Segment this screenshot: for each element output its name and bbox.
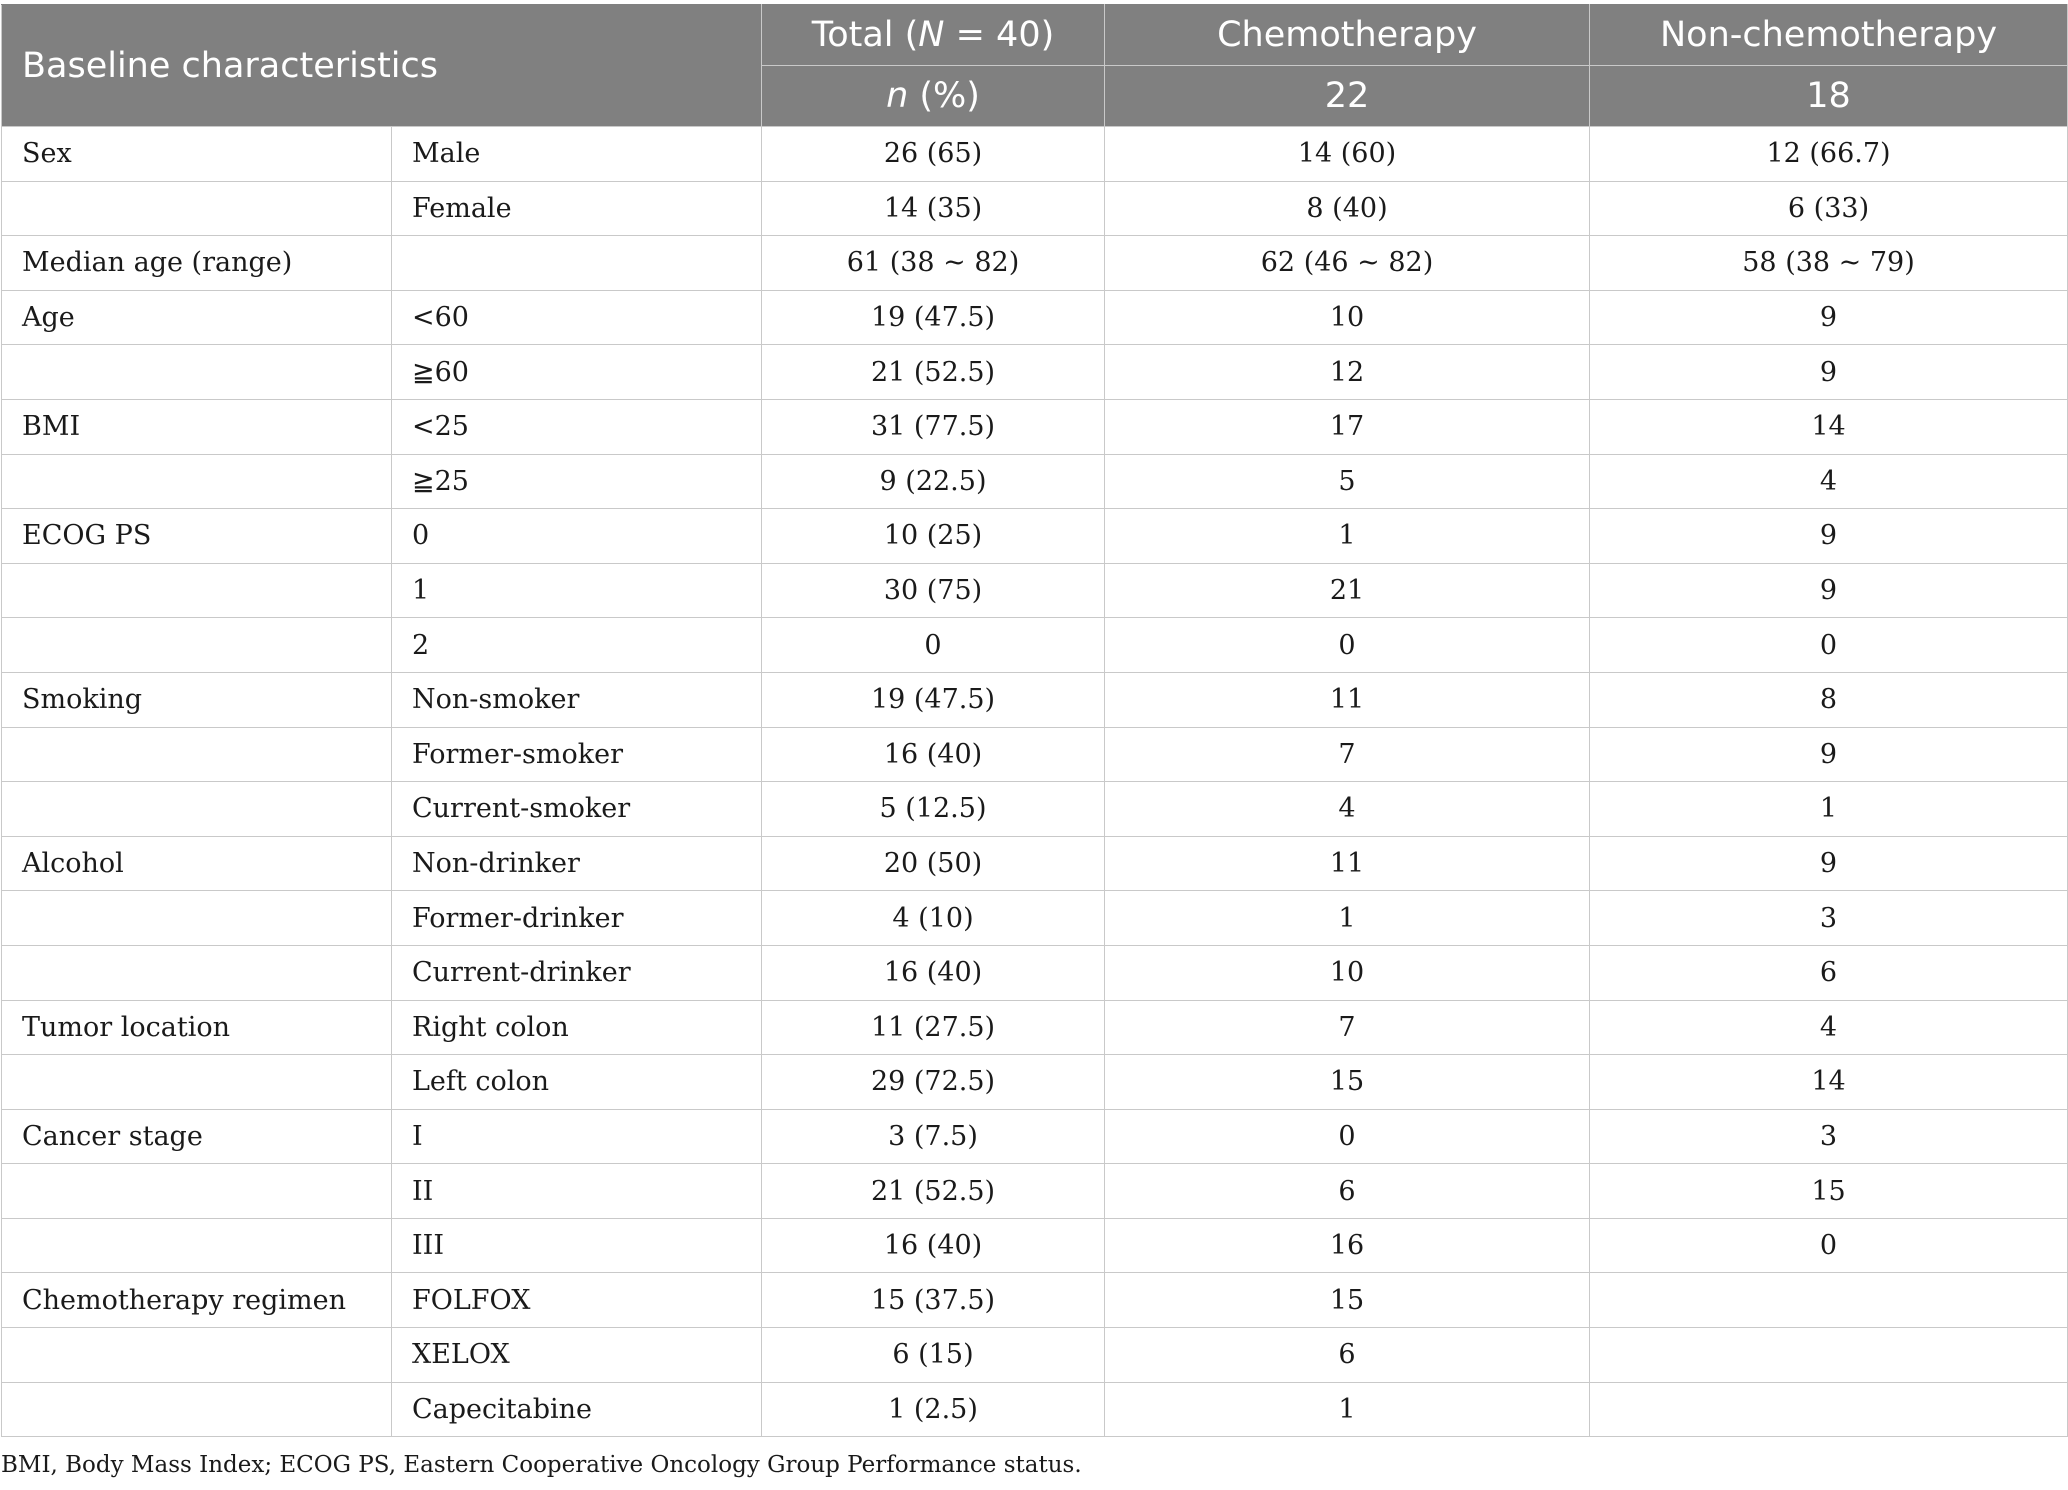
chemotherapy-cell: 7 [1105,727,1590,782]
chemotherapy-cell: 1 [1105,509,1590,564]
total-cell: 5 (12.5) [762,782,1105,837]
header-row-1 [2,5,2068,66]
category-cell [2,345,392,400]
subcategory-cell: XELOX [392,1328,762,1383]
total-cell: 20 (50) [762,836,1105,891]
total-cell: 21 (52.5) [762,345,1105,400]
table-row [2,891,2068,946]
total-cell: 10 (25) [762,509,1105,564]
chemotherapy-cell: 6 [1105,1328,1590,1383]
baseline-characteristics-header: Baseline characteristics [2,5,762,127]
non-chemotherapy-cell: 9 [1590,563,2068,618]
subcategory-cell: FOLFOX [392,1273,762,1328]
non-chemotherapy-cell: 4 [1590,454,2068,509]
total-cell: 29 (72.5) [762,1055,1105,1110]
table-row [2,945,2068,1000]
table-row [2,1218,2068,1273]
category-cell [2,891,392,946]
total-cell: 61 (38 ~ 82) [762,236,1105,291]
chemotherapy-cell: 6 [1105,1164,1590,1219]
chemotherapy-cell: 0 [1105,1109,1590,1164]
category-cell [2,1164,392,1219]
table-row [2,836,2068,891]
chemotherapy-cell: 4 [1105,782,1590,837]
category-cell [2,782,392,837]
subcategory-cell: Female [392,181,762,236]
table-row [2,1382,2068,1437]
total-cell: 16 (40) [762,727,1105,782]
table-row [2,454,2068,509]
total-cell: 16 (40) [762,1218,1105,1273]
total-cell: 16 (40) [762,945,1105,1000]
category-cell [2,618,392,673]
table-row [2,1328,2068,1383]
chemotherapy-cell: 15 [1105,1273,1590,1328]
chemotherapy-cell: 62 (46 ~ 82) [1105,236,1590,291]
baseline-characteristics-table [1,4,2068,1437]
category-cell [2,1328,392,1383]
table-row [2,1109,2068,1164]
category-cell [2,563,392,618]
category-cell: Sex [2,127,392,182]
non-chemotherapy-cell: 6 [1590,945,2068,1000]
subcategory-cell: II [392,1164,762,1219]
non-chemotherapy-cell [1590,1273,2068,1328]
non-chemotherapy-cell [1590,1328,2068,1383]
table-row [2,236,2068,291]
non-chemotherapy-cell: 9 [1590,290,2068,345]
total-cell: 14 (35) [762,181,1105,236]
category-cell [2,945,392,1000]
chemotherapy-cell: 1 [1105,891,1590,946]
total-sub-n: n [886,76,909,116]
category-cell [2,1382,392,1437]
chemotherapy-cell: 8 (40) [1105,181,1590,236]
subcategory-cell: Non-smoker [392,672,762,727]
non-chemotherapy-cell: 1 [1590,782,2068,837]
total-label-pre: Total ( [811,15,919,55]
total-cell: 31 (77.5) [762,399,1105,454]
table-row [2,290,2068,345]
subcategory-cell [392,236,762,291]
table-header [2,5,2068,127]
category-cell: Alcohol [2,836,392,891]
chemotherapy-cell: 12 [1105,345,1590,400]
table-row [2,618,2068,673]
category-cell [2,181,392,236]
chemotherapy-cell: 10 [1105,290,1590,345]
table-row [2,782,2068,837]
category-cell [2,1218,392,1273]
non-chemotherapy-cell: 9 [1590,509,2068,564]
total-column-header [762,5,1105,66]
non-chemotherapy-cell: 9 [1590,836,2068,891]
chemotherapy-cell: 21 [1105,563,1590,618]
category-cell: Chemotherapy regimen [2,1273,392,1328]
subcategory-cell: 0 [392,509,762,564]
subcategory-cell: I [392,1109,762,1164]
table-footnote: BMI, Body Mass Index; ECOG PS, Eastern Cooperative Oncology Group Performance status. [1,1452,1082,1478]
chemotherapy-count-header: 22 [1105,66,1590,127]
non-chemotherapy-cell: 58 (38 ~ 79) [1590,236,2068,291]
total-cell: 3 (7.5) [762,1109,1105,1164]
total-cell: 1 (2.5) [762,1382,1105,1437]
category-cell: Smoking [2,672,392,727]
total-cell: 11 (27.5) [762,1000,1105,1055]
table-row [2,563,2068,618]
chemotherapy-cell: 11 [1105,672,1590,727]
total-label-n: N [918,15,945,55]
category-cell: Tumor location [2,1000,392,1055]
non-chemotherapy-cell: 6 (33) [1590,181,2068,236]
category-cell: Cancer stage [2,1109,392,1164]
subcategory-cell: III [392,1218,762,1273]
category-cell: Median age (range) [2,236,392,291]
category-cell [2,454,392,509]
table-row [2,1164,2068,1219]
total-cell: 15 (37.5) [762,1273,1105,1328]
non-chemotherapy-cell: 4 [1590,1000,2068,1055]
category-cell [2,727,392,782]
total-sub-pct: (%) [908,76,980,116]
chemotherapy-cell: 16 [1105,1218,1590,1273]
subcategory-cell: Right colon [392,1000,762,1055]
subcategory-cell: ≧25 [392,454,762,509]
chemotherapy-cell: 1 [1105,1382,1590,1437]
total-cell: 9 (22.5) [762,454,1105,509]
total-cell: 26 (65) [762,127,1105,182]
non-chemotherapy-cell: 14 [1590,1055,2068,1110]
table-row [2,727,2068,782]
total-cell: 30 (75) [762,563,1105,618]
non-chemotherapy-cell: 9 [1590,727,2068,782]
total-cell: 21 (52.5) [762,1164,1105,1219]
subcategory-cell: <25 [392,399,762,454]
table-row [2,672,2068,727]
non-chemotherapy-cell: 3 [1590,1109,2068,1164]
chemotherapy-cell: 0 [1105,618,1590,673]
category-cell: BMI [2,399,392,454]
table-row [2,1000,2068,1055]
category-cell [2,1055,392,1110]
table-row [2,1273,2068,1328]
table-row [2,509,2068,564]
non-chemotherapy-count-header: 18 [1590,66,2068,127]
chemotherapy-cell: 10 [1105,945,1590,1000]
non-chemotherapy-cell: 0 [1590,618,2068,673]
baseline-table-container [0,4,2068,1437]
table-row [2,127,2068,182]
subcategory-cell: ≧60 [392,345,762,400]
chemotherapy-cell: 14 (60) [1105,127,1590,182]
chemotherapy-column-header: Chemotherapy [1105,5,1590,66]
non-chemotherapy-column-header: Non-chemotherapy [1590,5,2068,66]
category-cell: Age [2,290,392,345]
chemotherapy-cell: 5 [1105,454,1590,509]
table-body [2,127,2068,1437]
non-chemotherapy-cell: 3 [1590,891,2068,946]
table-row [2,345,2068,400]
subcategory-cell: Capecitabine [392,1382,762,1437]
total-cell: 19 (47.5) [762,290,1105,345]
non-chemotherapy-cell: 0 [1590,1218,2068,1273]
subcategory-cell: Current-drinker [392,945,762,1000]
non-chemotherapy-cell [1590,1382,2068,1437]
table-row [2,399,2068,454]
subcategory-cell: Male [392,127,762,182]
non-chemotherapy-cell: 15 [1590,1164,2068,1219]
chemotherapy-cell: 17 [1105,399,1590,454]
non-chemotherapy-cell: 14 [1590,399,2068,454]
subcategory-cell: 1 [392,563,762,618]
total-cell: 6 (15) [762,1328,1105,1383]
subcategory-cell: Left colon [392,1055,762,1110]
subcategory-cell: Former-smoker [392,727,762,782]
total-cell: 0 [762,618,1105,673]
table-row [2,1055,2068,1110]
chemotherapy-cell: 15 [1105,1055,1590,1110]
total-subheader [762,66,1105,127]
subcategory-cell: 2 [392,618,762,673]
subcategory-cell: Current-smoker [392,782,762,837]
non-chemotherapy-cell: 12 (66.7) [1590,127,2068,182]
total-cell: 4 (10) [762,891,1105,946]
non-chemotherapy-cell: 8 [1590,672,2068,727]
total-cell: 19 (47.5) [762,672,1105,727]
total-label-post: = 40) [944,15,1055,55]
category-cell: ECOG PS [2,509,392,564]
subcategory-cell: Non-drinker [392,836,762,891]
chemotherapy-cell: 7 [1105,1000,1590,1055]
table-row [2,181,2068,236]
subcategory-cell: Former-drinker [392,891,762,946]
non-chemotherapy-cell: 9 [1590,345,2068,400]
subcategory-cell: <60 [392,290,762,345]
chemotherapy-cell: 11 [1105,836,1590,891]
